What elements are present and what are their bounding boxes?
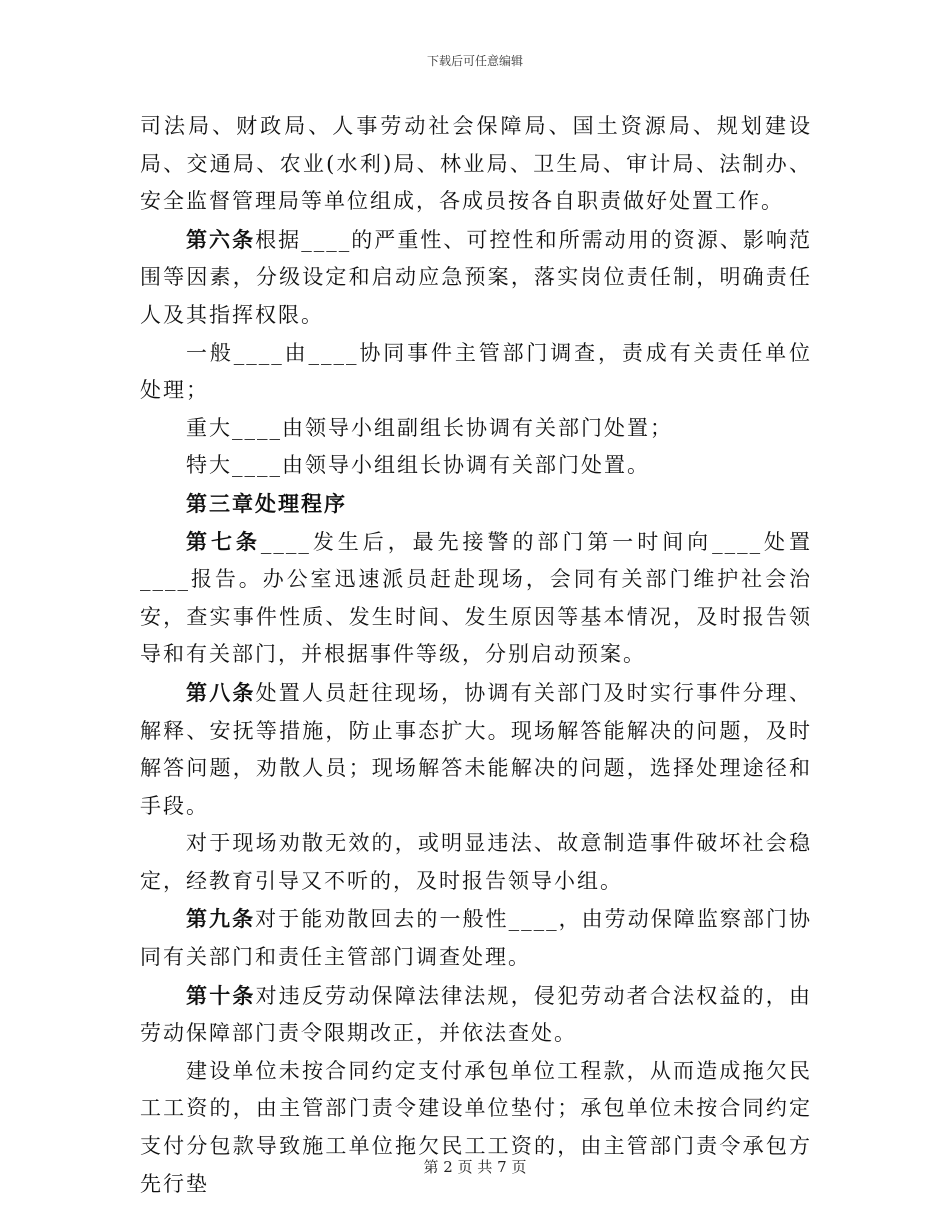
level-extreme: 特大____由领导小组组长协调有关部门处置。	[186, 453, 650, 478]
article-7: 第七条____发生后，最先接警的部门第一时间向____处置____报告。办公室迅速派员赶赴现场，会同有关部门维护社会治安，查实事件性质、发生时间、发生原因等基本情况，及时报告领导和有关部门，并根据事件等级，分别启动预案。	[140, 528, 813, 667]
article-6-number: 第六条	[186, 226, 256, 252]
article-6: 第六条根据____的严重性、可控性和所需动用的资源、影响范围等因素，分级设定和启动应急预案，落实岗位责任制，明确责任人及其指挥权限。	[140, 226, 813, 327]
document-body	[140, 108, 812, 1203]
article-10-number: 第十条	[186, 982, 256, 1008]
article-7-number: 第七条	[186, 528, 261, 554]
paragraph-members: 司法局、财政局、人事劳动社会保障局、国土资源局、规划建设局、交通局、农业(水利)局、林业局、卫生局、审计局、法制办、安全监督管理局等单位组成，各成员按各自职责做好处置工作。	[140, 114, 812, 214]
level-general: 一般____由____协同事件主管部门调查，责成有关责任单位处理；	[140, 340, 812, 403]
level-major: 重大____由领导小组副组长协调有关部门处置；	[186, 415, 673, 440]
article-10: 第十条对违反劳动保障法律法规，侵犯劳动者合法权益的，由劳动保障部门责令限期改正，并依法查处。	[140, 982, 812, 1046]
article-9-number: 第九条	[186, 906, 256, 932]
article-9: 第九条对于能劝散回去的一般性____，由劳动保障监察部门协同有关部门和责任主管部门调查处理。	[140, 906, 813, 970]
page-header: 下载后可任意编辑	[426, 54, 523, 68]
chapter-3-heading: 第三章处理程序	[186, 490, 347, 516]
page-footer: 第 2 页 共 7 页	[423, 1158, 527, 1176]
paragraph-wages: 建设单位未按合同约定支付承包单位工程款，从而造成拖欠民工工资的，由主管部门责令建设单位垫付；承包单位未按合同约定支付分包款导致施工单位拖欠民工工资的，由主管部门责令承包方先行垫	[140, 1058, 812, 1196]
paragraph-report: 对于现场劝散无效的，或明显违法、故意制造事件破坏社会稳定，经教育引导又不听的，及时报告领导小组。	[140, 831, 812, 893]
article-8-number: 第八条	[186, 679, 256, 705]
article-8: 第八条处置人员赶往现场，协调有关部门及时实行事件分理、解释、安抚等措施，防止事态扩大。现场解答能解决的问题，及时解答问题，劝散人员；现场解答未能解决的问题，选择处理途径和手段。	[140, 679, 812, 818]
